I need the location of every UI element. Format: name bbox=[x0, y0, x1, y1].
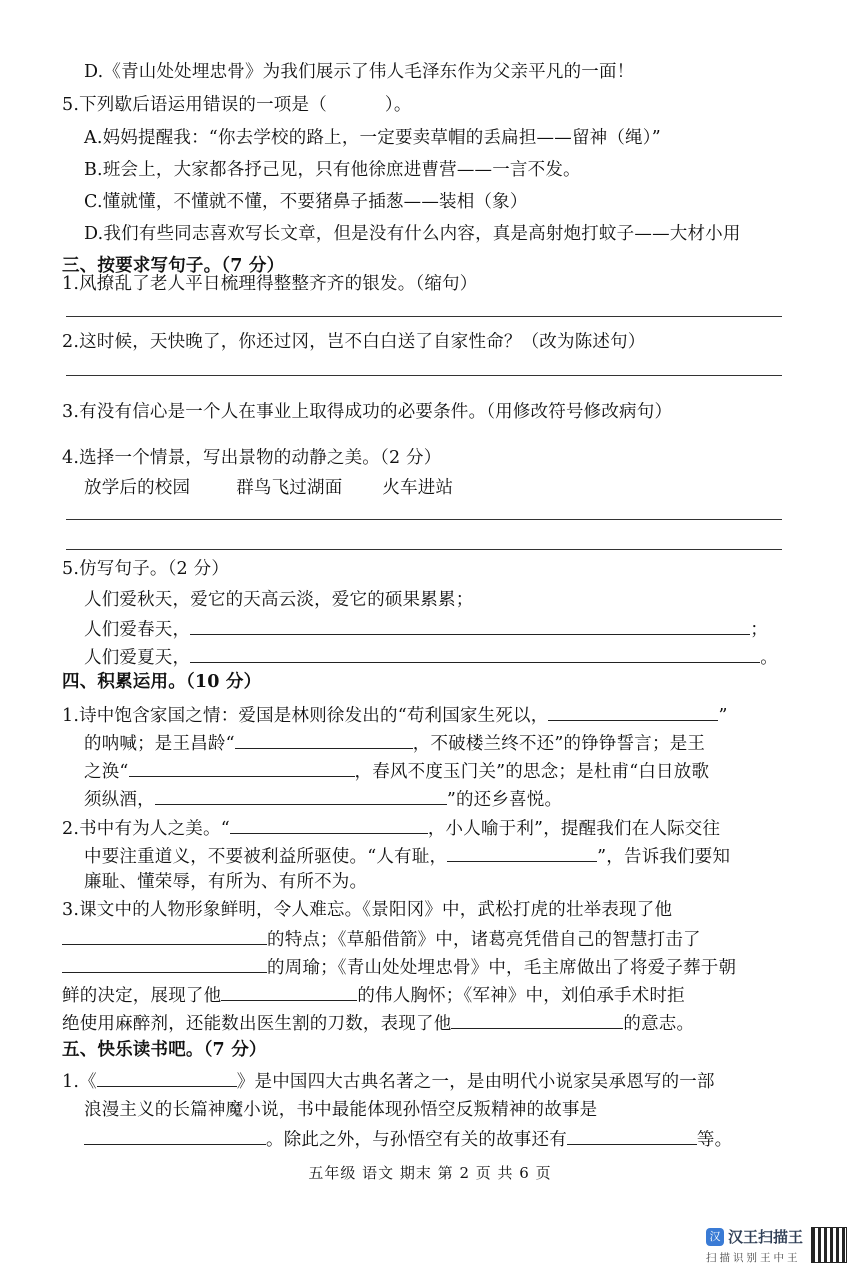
fill-blank[interactable] bbox=[447, 843, 597, 862]
s4-q2-line-a: 2.书中有为人之美。“ ，小人喻于利”，提醒我们在人际交往 bbox=[62, 815, 720, 841]
q5-option-c: C.懂就懂，不懂就不懂，不要猪鼻子插葱——装相（象） bbox=[84, 192, 528, 212]
fill-blank[interactable] bbox=[567, 1126, 697, 1145]
s4-q1-line-c: 之涣“ ，春风不度玉门关”的思念；是杜甫“白日放歌 bbox=[84, 758, 709, 784]
s4-q1-line-d: 须纵酒， ”的还乡喜悦。 bbox=[84, 786, 562, 812]
page-footer: 五年级 语文 期末 第 2 页 共 6 页 bbox=[308, 1164, 552, 1182]
s4-q1-line-a: 1.诗中饱含家国之情：爱国是林则徐发出的“苟利国家生死以， ” bbox=[62, 702, 728, 728]
qr-code-icon bbox=[812, 1228, 846, 1262]
s3-q5: 5.仿写句子。（2 分） bbox=[62, 559, 230, 579]
s3-q4: 4.选择一个情景，写出景物的动静之美。（2 分） bbox=[62, 448, 442, 468]
s3-q1: 1.风撩乱了老人平日梳理得整整齐齐的银发。（缩句） bbox=[62, 274, 478, 294]
section3-heading: 三、按要求写句子。（7 分） bbox=[62, 256, 285, 276]
fill-blank[interactable] bbox=[190, 616, 750, 635]
fill-blank[interactable] bbox=[230, 815, 428, 834]
q5-option-b: B.班会上，大家都各抒己见，只有他徐庶进曹营——一言不发。 bbox=[84, 160, 581, 180]
fill-blank[interactable] bbox=[451, 1010, 623, 1029]
fill-blank[interactable] bbox=[548, 702, 718, 721]
q4-option-d: D.《青山处处埋忠骨》为我们展示了伟人毛泽东作为父亲平凡的一面！ bbox=[84, 62, 635, 82]
fill-blank[interactable] bbox=[190, 644, 760, 663]
scanner-watermark bbox=[706, 1226, 846, 1270]
s3-q5-line1: 人们爱春天， ； bbox=[84, 616, 768, 642]
s4-q1-line-b: 的呐喊；是王昌龄“ ，不破楼兰终不还”的铮铮誓言；是王 bbox=[84, 730, 705, 756]
fill-blank[interactable] bbox=[155, 786, 447, 805]
s3-q2: 2.这时候，天快晚了，你还过冈，岂不白白送了自家性命？（改为陈述句） bbox=[62, 332, 646, 352]
fill-blank[interactable] bbox=[84, 1126, 266, 1145]
s5-q1-line-c: 。除此之外，与孙悟空有关的故事还有 等。 bbox=[84, 1126, 732, 1152]
answer-line[interactable] bbox=[66, 549, 782, 550]
s4-q3-line-c: 的周瑜；《青山处处埋忠骨》中，毛主席做出了将爱子葬于朝 bbox=[62, 954, 736, 980]
s4-q3-line-e: 绝使用麻醉剂，还能数出医生割的刀数，表现了他 的意志。 bbox=[62, 1010, 694, 1036]
s3-q4-options: 放学后的校园 群鸟飞过湖面 火车进站 bbox=[84, 478, 454, 498]
fill-blank[interactable] bbox=[97, 1068, 237, 1087]
s4-q2-line-b: 中要注重道义，不要被利益所驱使。“人有耻， ”，告诉我们要知 bbox=[84, 843, 730, 869]
q5-option-a: A.妈妈提醒我：“你去学校的路上，一定要卖草帽的丢扁担——留神（绳）” bbox=[84, 128, 661, 148]
answer-line[interactable] bbox=[66, 519, 782, 520]
section5-heading: 五、快乐读书吧。（7 分） bbox=[62, 1040, 267, 1060]
q5-stem: 5.下列歇后语运用错误的一项是（ ）。 bbox=[62, 95, 412, 115]
s4-q3-line-a: 3.课文中的人物形象鲜明，令人难忘。《景阳冈》中，武松打虎的壮举表现了他 bbox=[62, 900, 673, 920]
s3-q5-line2: 人们爱夏天， 。 bbox=[84, 644, 778, 670]
fill-blank[interactable] bbox=[221, 982, 357, 1001]
section4-heading: 四、积累运用。（10 分） bbox=[62, 672, 262, 692]
watermark-subtitle: 扫描识别王中王 bbox=[706, 1252, 801, 1264]
s4-q2-line-c: 廉耻、懂荣辱，有所为、有所不为。 bbox=[84, 872, 368, 892]
fill-blank[interactable] bbox=[62, 954, 267, 973]
s3-q5-model: 人们爱秋天，爱它的天高云淡，爱它的硕果累累； bbox=[84, 590, 474, 610]
s5-q1-line-b: 浪漫主义的长篇神魔小说，书中最能体现孙悟空反叛精神的故事是 bbox=[84, 1100, 598, 1120]
q5-option-d: D.我们有些同志喜欢写长文章，但是没有什么内容，真是高射炮打蚊子——大材小用 bbox=[84, 224, 741, 244]
answer-line[interactable] bbox=[66, 375, 782, 376]
fill-blank[interactable] bbox=[129, 758, 355, 777]
s4-q3-line-b: 的特点；《草船借箭》中，诸葛亮凭借自己的智慧打击了 bbox=[62, 926, 701, 952]
s3-q3: 3.有没有信心是一个人在事业上取得成功的必要条件。（用修改符号修改病句） bbox=[62, 402, 673, 422]
s5-q1-line-a: 1.《 》是中国四大古典名著之一，是由明代小说家吴承恩写的一部 bbox=[62, 1068, 715, 1094]
watermark-title: 汉王扫描王 bbox=[728, 1228, 804, 1246]
s4-q3-line-d: 鲜的决定，展现了他 的伟人胸怀；《军神》中，刘伯承手术时拒 bbox=[62, 982, 685, 1008]
fill-blank[interactable] bbox=[62, 926, 267, 945]
answer-line[interactable] bbox=[66, 316, 782, 317]
fill-blank[interactable] bbox=[235, 730, 413, 749]
scanner-logo-icon: 汉 bbox=[706, 1228, 724, 1246]
